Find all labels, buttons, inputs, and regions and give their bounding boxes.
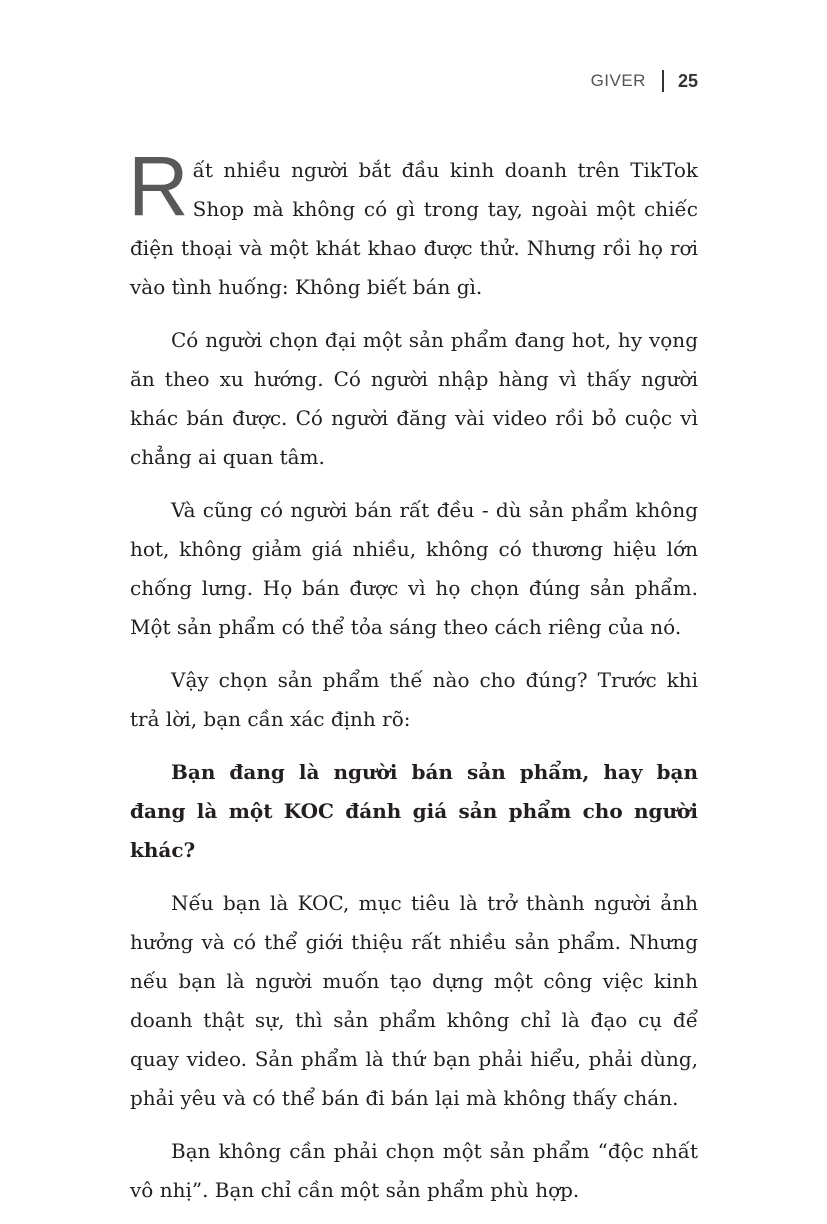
- header-divider: [662, 70, 664, 92]
- bold-question: Bạn đang là người bán sản phẩm, hay bạn đang là một KOC đánh giá sản phẩm cho người khác?: [130, 760, 698, 862]
- drop-cap: R: [128, 139, 189, 233]
- running-header: [591, 70, 698, 92]
- paragraph-3: Và cũng có người bán rất đều - dù sản phẩm không hot, không giảm giá nhiều, không có thương hiệu lớn chống lưng. Họ bán được vì họ chọn đúng sản phẩm. Một sản phẩm có thể tỏa sáng theo cách riêng của nó.: [130, 498, 698, 639]
- paragraph-1: [128, 139, 698, 307]
- page-number: 25: [677, 70, 698, 91]
- paragraph-1-text: ất nhiều người bắt đầu kinh doanh trên TikTok Shop mà không có gì trong tay, ngoài một chiếc điện thoại và một khát khao được thử. Nhưng rồi họ rơi vào tình huống: Không biết bán gì.: [130, 158, 698, 299]
- paragraph-2: Có người chọn đại một sản phẩm đang hot, hy vọng ăn theo xu hướng. Có người nhập hàng vì thấy người khác bán được. Có người đăng vài video rồi bỏ cuộc vì chẳng ai quan tâm.: [130, 328, 698, 469]
- paragraph-6: Nếu bạn là KOC, mục tiêu là trở thành người ảnh hưởng và có thể giới thiệu rất nhiều sản phẩm. Nhưng nếu bạn là người muốn tạo dựng một công việc kinh doanh thật sự, thì sản phẩm không chỉ là đạo cụ để quay video. Sản phẩm là thứ bạn phải hiểu, phải dùng, phải yêu và có thể bán đi bán lại mà không thấy chán.: [130, 891, 698, 1110]
- running-title: GIVER: [590, 71, 646, 90]
- paragraph-4: Vậy chọn sản phẩm thế nào cho đúng? Trước khi trả lời, bạn cần xác định rõ:: [130, 668, 698, 731]
- paragraph-7: Bạn không cần phải chọn một sản phẩm “độc nhất vô nhị”. Bạn chỉ cần một sản phẩm phù hợp.: [130, 1139, 698, 1202]
- body-text: [128, 139, 698, 1224]
